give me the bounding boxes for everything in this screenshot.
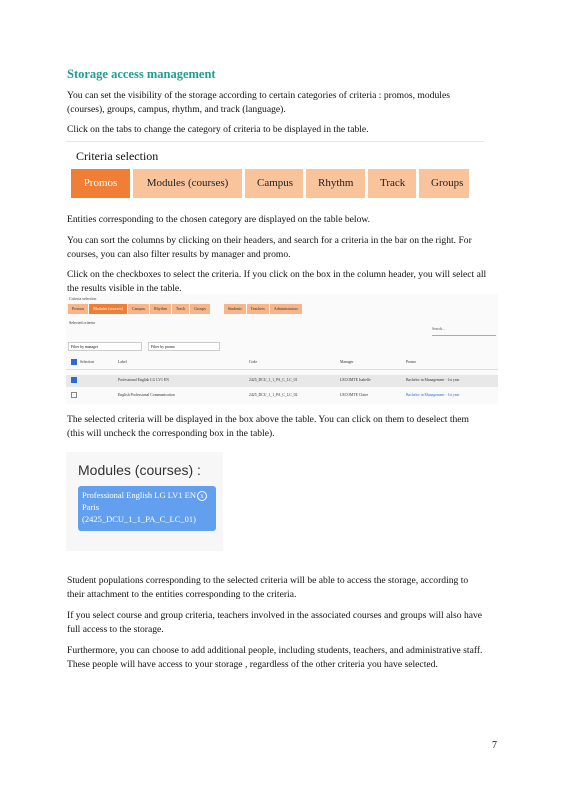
selected-criterion-chip[interactable] xyxy=(78,486,216,531)
page-number: 7 xyxy=(492,740,497,751)
header-selection[interactable]: Selection xyxy=(80,360,95,364)
mini-title: Criteria selection xyxy=(69,296,97,301)
row-code: 2425_DCU_1_1_PA_C_LC_02 xyxy=(249,393,298,397)
mini-selected-label: Selected criteria xyxy=(69,320,95,325)
tab-modules[interactable]: Modules (courses) xyxy=(133,169,242,198)
header-promo[interactable]: Promo xyxy=(406,360,417,364)
tab-campus[interactable]: Campus xyxy=(245,169,303,198)
tabs-instruction: Click on the tabs to change the category of criteria to be displayed in the table. xyxy=(67,124,369,135)
row-label: Professional English LG LV1 EN xyxy=(118,378,169,382)
row-code: 2425_DCU_1_1_PA_C_LC_01 xyxy=(249,378,298,382)
mini-tab-administrators[interactable]: Administrators xyxy=(270,304,302,314)
header-code[interactable]: Code xyxy=(249,360,258,364)
mini-tab-students[interactable]: Students xyxy=(224,304,246,314)
sorting-paragraph: You can sort the columns by clicking on their headers, and search for a criteria in the bar on the right. For courses, you can also filter results by manager and promo. xyxy=(67,235,472,260)
mini-tab-teachers[interactable]: Teachers xyxy=(247,304,269,314)
tab-track[interactable]: Track xyxy=(368,169,416,198)
select-all-checkbox[interactable] xyxy=(71,359,77,365)
entities-paragraph: Entities corresponding to the chosen category are displayed on the table below. xyxy=(67,214,371,225)
header-manager[interactable]: Manager xyxy=(340,360,354,364)
modules-box-title: Modules (courses) : xyxy=(78,462,201,478)
criteria-panel-title: Criteria selection xyxy=(76,149,159,163)
row-label: English Professional Communication xyxy=(118,393,175,397)
promo-filter-dropdown[interactable]: Filter by promo xyxy=(148,342,220,351)
mini-tab-groups[interactable]: Groups xyxy=(190,304,210,314)
checkbox-paragraph: Click on the checkboxes to select the criteria. If you click on the box in the column header, you will select all the results visible in the table. xyxy=(67,269,487,294)
teachers-paragraph: If you select course and group criteria, teachers involved in the associated courses and groups will also have full access to the storage. xyxy=(67,610,483,635)
mini-tab-promos[interactable]: Promos xyxy=(68,304,88,314)
mini-tabs xyxy=(68,304,303,314)
additional-people-paragraph: Furthermore, you can choose to add additional people, including students, teachers, and administrative staff. These people will have access to your storage , regardless of the other criteria you have selected. xyxy=(67,645,483,670)
tab-promos[interactable]: Promos xyxy=(71,169,130,198)
row-manager: LECOMTE Isabelle xyxy=(340,378,371,382)
row-promo: Bachelor in Management - 1st year xyxy=(406,378,460,382)
chip-line-1: Professional English LG LV1 EN x xyxy=(82,489,212,501)
section-title: Storage access management xyxy=(67,67,216,81)
chip-line-2: Paris xyxy=(82,502,99,512)
tab-rhythm[interactable]: Rhythm xyxy=(306,169,365,198)
tab-groups[interactable]: Groups xyxy=(419,169,469,198)
table-row[interactable] xyxy=(66,375,498,387)
row-promo: Bachelor in Management - 1st year xyxy=(406,393,460,397)
modules-selected-box xyxy=(66,452,223,551)
criteria-table-screenshot xyxy=(66,294,498,404)
header-label[interactable]: Label xyxy=(118,360,127,364)
intro-paragraph: You can set the visibility of the storage according to certain categories of criteria : promos, modules (courses), groups, campus, rhythm, and track (language). xyxy=(67,90,450,115)
close-icon[interactable]: x xyxy=(197,491,207,501)
row-checkbox[interactable] xyxy=(71,392,77,398)
mini-tab-track[interactable]: Track xyxy=(172,304,189,314)
row-checkbox[interactable] xyxy=(71,377,77,383)
manager-filter-dropdown[interactable]: Filter by manager xyxy=(68,342,142,351)
criteria-tabs xyxy=(71,169,472,198)
mini-table-header xyxy=(66,357,498,370)
row-manager: LECOMTE Claire xyxy=(340,393,369,397)
mini-tab-campus[interactable]: Campus xyxy=(128,304,149,314)
table-row[interactable] xyxy=(66,390,498,402)
mini-tab-rhythm[interactable]: Rhythm xyxy=(150,304,171,314)
student-populations-paragraph: Student populations corresponding to the selected criteria will be able to access the storage, according to their attachment to the entities corresponding to the criteria. xyxy=(67,575,469,600)
criteria-selection-panel xyxy=(66,141,484,200)
chip-line-3: (2425_DCU_1_1_PA_C_LC_01) xyxy=(82,514,196,524)
selected-criteria-paragraph: The selected criteria will be displayed in the box above the table. You can click on them to deselect them (this will uncheck the corresponding box in the table). xyxy=(67,414,470,439)
mini-search-input[interactable]: Search... xyxy=(432,327,496,336)
mini-tab-modules[interactable]: Modules (courses) xyxy=(89,304,127,314)
